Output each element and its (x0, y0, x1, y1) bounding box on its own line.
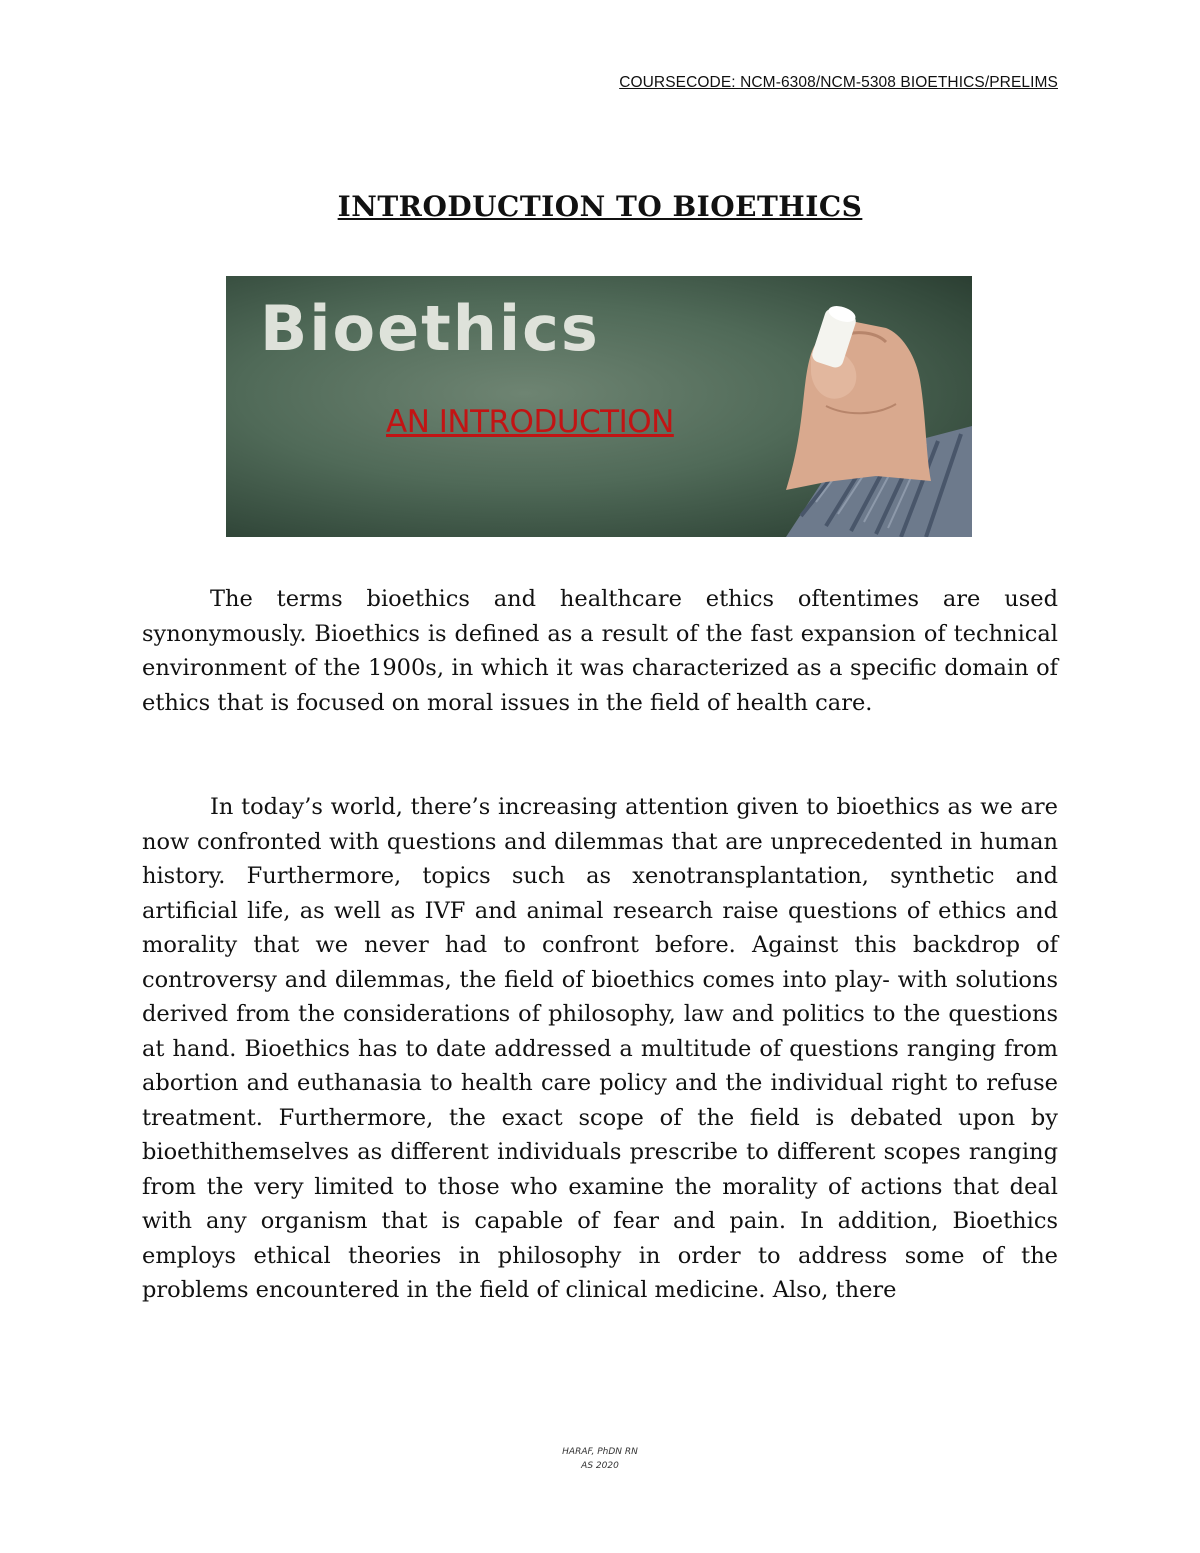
footer-year: AS 2020 (581, 1461, 619, 1471)
footer-author: HARAF, PhDN RN (562, 1447, 638, 1457)
bioethics-banner-image (226, 276, 972, 537)
banner-subtitle: AN INTRODUCTION (386, 404, 674, 440)
course-code-header: COURSECODE: NCM-6308/NCM-5308 BIOETHICS/PRELIMS (619, 74, 1058, 91)
banner-word: Bioethics (260, 292, 600, 365)
paragraph-1: The terms bioethics and healthcare ethics oftentimes are used synonymously. Bioethics is defined as a result of the fast expansion of technical environment of the 1900s, in which it was characterized as a specific domain of ethics that is focused on moral issues in the field of health care. (142, 586, 1058, 716)
page-title: INTRODUCTION TO BIOETHICS (337, 190, 863, 223)
footer-signature (0, 1445, 1200, 1473)
paragraph-2: In today’s world, there’s increasing attention given to bioethics as we are now confronted with questions and dilemmas that are unprecedented in human history. Furthermore, topics such as xenotransplantation, synthetic and artificial life, as well as IVF and animal research raise questions of ethics and morality that we never had to confront before. Against this backdrop of controversy and dilemmas, the field of bioethics comes into play- with solutions derived from the considerations of philosophy, law and politics to the questions at hand. Bioethics has to date addressed a multitude of questions ranging from abortion and euthanasia to health care policy and the individual right to refuse treatment. Furthermore, the exact scope of the field is debated upon by bioethithemselves as different individuals prescribe to different scopes ranging from the very limited to those who examine the morality of actions that deal with any organism that is capable of fear and pain. In addition, Bioethics employs ethical theories in philosophy in order to address some of the problems encountered in the field of clinical medicine. Also, there (142, 794, 1058, 1303)
